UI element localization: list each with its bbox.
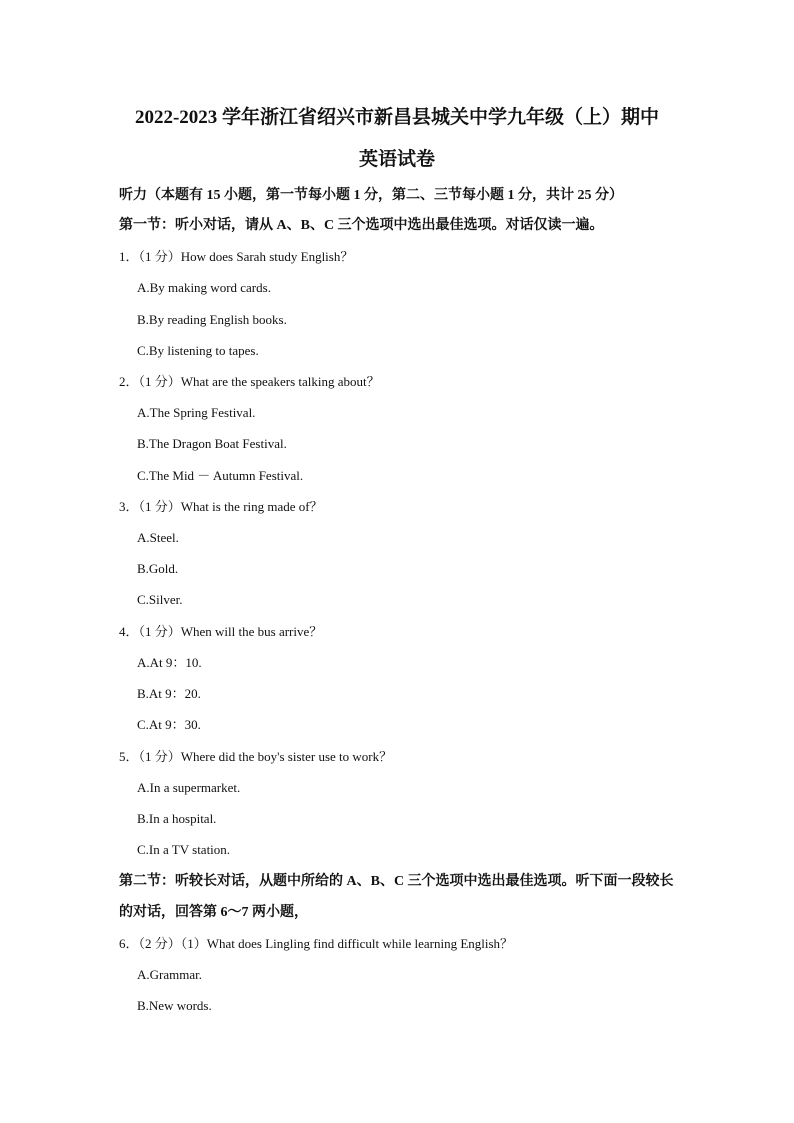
question-option: B.In a hospital. [137,811,217,826]
question-option: C.By listening to tapes. [137,343,259,358]
question-option: B.New words. [137,998,212,1013]
question-option: A.Grammar. [137,967,202,982]
question-option: C.Silver. [137,592,183,607]
question-option: A.The Spring Festival. [137,405,256,420]
section2-header-line2: 的对话，回答第 6～7 两小题， [119,905,308,920]
question-stem: 4．（1 分）When will the bus arrive？ [119,624,323,639]
question-option: C.At 9：30. [137,717,201,732]
question-stem: 5．（1 分）Where did the boy's sister use to work？ [119,749,393,764]
question-option: A.In a supermarket. [137,780,241,795]
question-option: B.At 9：20. [137,686,201,701]
question-option: B.The Dragon Boat Festival. [137,436,287,451]
question-option: A.By making word cards. [137,280,271,295]
listening-part-header: 听力（本题有 15 小题，第一节每小题 1 分，第二、三节每小题 1 分，共计 25 分） [119,188,623,203]
question-option: A.Steel. [137,530,179,545]
question-option: C.The Mid － Autumn Festival. [137,468,304,483]
section2-header-line1: 第二节：听较长对话，从题中所给的 A、B、C 三个选项中选出最佳选项。听下面一段较长 [119,874,674,889]
question-stem: 2．（1 分）What are the speakers talking about？ [119,374,380,389]
question-option: A.At 9：10. [137,655,202,670]
question-stem: 6．（2 分）（1）What does Lingling find difficult while learning English？ [119,936,514,951]
exam-title-line1: 2022-2023 学年浙江省绍兴市新昌县城关中学九年级（上）期中 [134,107,660,128]
question-stem: 1．（1 分）How does Sarah study English？ [119,249,354,264]
section1-header: 第一节：听小对话，请从 A、B、C 三个选项中选出最佳选项。对话仅读一遍。 [119,218,604,233]
question-option: B.By reading English books. [137,312,287,327]
question-stem: 3．（1 分）What is the ring made of？ [119,499,323,514]
exam-title-line2: 英语试卷 [358,149,435,170]
question-option: B.Gold. [137,561,179,576]
question-option: C.In a TV station. [137,842,231,857]
